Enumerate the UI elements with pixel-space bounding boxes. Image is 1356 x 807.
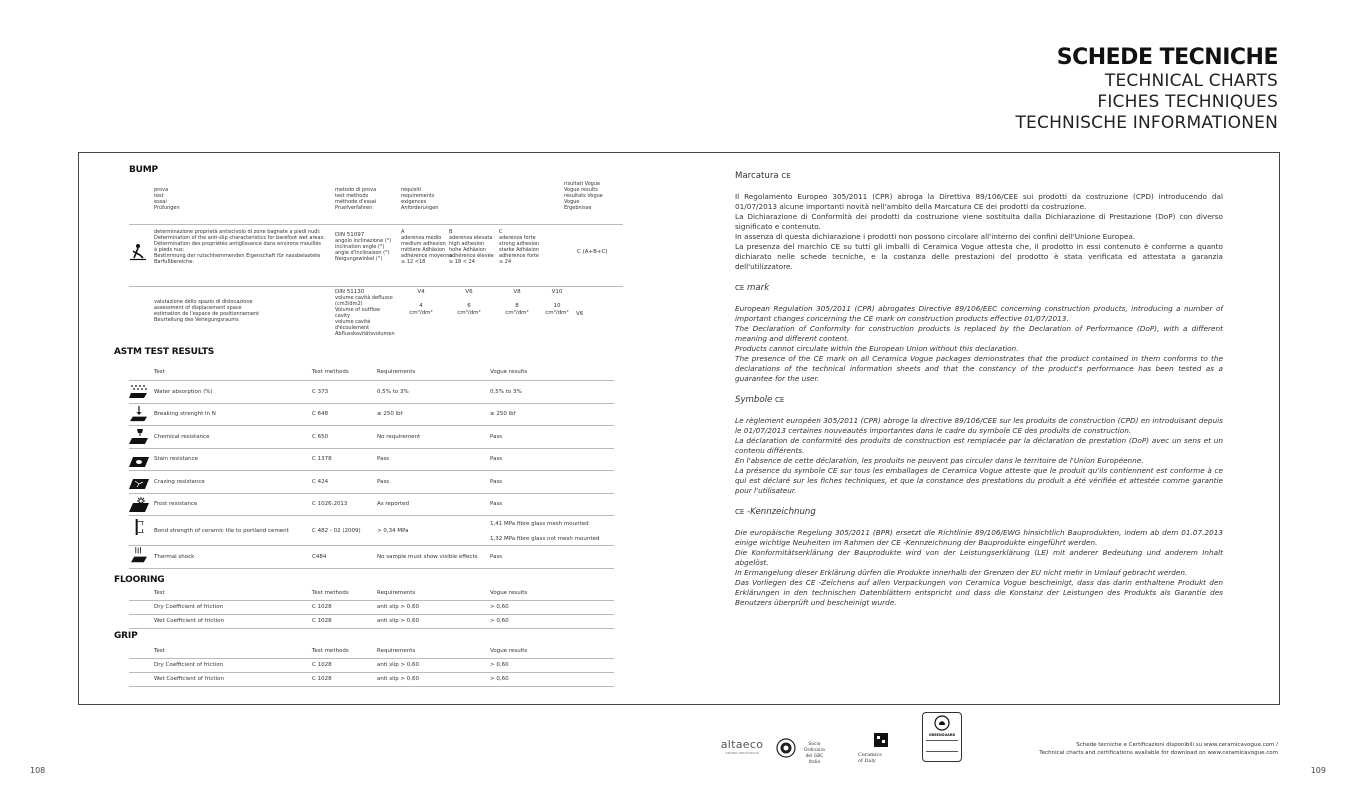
en-line: The presence of the CE mark on all Ceramica Vogue packages demonstrates that the product contained in them conforms to the declarations of the technical information sheets and that the constancy of the product's performance has been tested as a guarantee for the user.	[735, 354, 1223, 383]
footer-note	[1039, 741, 1278, 757]
table-row	[129, 449, 614, 472]
bump-row2-method-std: DIN 51130	[335, 289, 365, 295]
grip-header-row	[129, 645, 614, 659]
fr-line: La présence du symbole CE sur tous les emballages de Ceramica Vogue atteste que le produit qu'ils contiennent est conforme à ce qui est déclaré sur les fiches techniques, et que la constance des prestations du produit a été vérifiée et attestée comme garantie pour l'utilisateur.	[735, 466, 1223, 495]
v-unit: cm³/dm²	[505, 310, 529, 316]
gbc-text-1: Socio Ordinario	[804, 742, 825, 753]
bump-row1-test-it: determinazione proprietà antiscivolo di zone bagnate a piedi nudi:	[154, 229, 321, 235]
v4-cell	[406, 289, 436, 317]
bump-row1-test-de2: Barfußbereiche:	[154, 259, 194, 265]
grade-line: aderenza elevata	[449, 235, 493, 241]
bump-head-req	[401, 187, 438, 211]
page-title: SCHEDE TECNICHE	[1056, 45, 1278, 70]
en-line: Products cannot circulate within the European Union without this declaration.	[735, 344, 1019, 353]
col-results: Vogue results	[490, 368, 528, 375]
col-results: Vogue results	[490, 648, 528, 654]
it-line: In assenza di questa dichiarazione i prodotti non possono circolare all'interno dei confini dell'Unione Europea.	[735, 232, 1136, 241]
bump-row2-test-fr: estimation de l'espace de positionnement	[154, 311, 260, 317]
table-row-thermal	[129, 546, 614, 569]
bump-title: BUMP	[129, 165, 158, 175]
cell-res: Pass	[490, 501, 503, 508]
bump-head-test	[154, 187, 180, 211]
bump-row1-method-it: angolo inclinazione (°)	[335, 238, 392, 244]
grade-line: adhérence forte	[499, 253, 539, 259]
flooring-header-row	[129, 587, 614, 601]
ce-mark-icon: CE	[781, 172, 791, 180]
v-value: 8	[515, 303, 519, 309]
fr-line: La déclaration de conformité des produits de construction est remplacée par la déclaration de prestation (DoP) avec un sens et un contenu différents.	[735, 436, 1223, 455]
cell-res: > 0,60	[490, 604, 509, 610]
grip-title: GRIP	[114, 630, 138, 641]
col-methods: Test methods	[312, 648, 349, 654]
cell-test: Breaking strenght in N	[154, 411, 216, 418]
cell-req: No requirement	[377, 433, 421, 440]
cell-res: Pass	[490, 553, 503, 560]
grip-table	[129, 645, 614, 687]
fr-heading	[735, 395, 1223, 405]
cell-method: C 424	[312, 478, 329, 485]
bump-head-res-4: Vogue	[564, 199, 580, 205]
de-paragraph	[735, 528, 1223, 608]
it-heading-text: Marcatura	[735, 171, 779, 181]
title-en: TECHNICAL CHARTS	[1104, 71, 1278, 91]
cell-req: ≥ 250 lbf	[377, 411, 403, 418]
it-line: La Dichiarazione di Conformità dei prodotti da costruzione viene sostituita dalla Dichiarazione di Prestazione (DoP) con diverso significato e contenuto.	[735, 212, 1223, 231]
bond-strength-icon	[131, 519, 151, 535]
title-de: TECHNISCHE INFORMATIONEN	[1015, 113, 1278, 133]
barefoot-slip-icon	[129, 243, 147, 261]
col-test: Test	[154, 590, 165, 596]
content-frame	[78, 152, 1280, 705]
table-row	[129, 426, 614, 449]
bump-row2-result: V6	[576, 311, 584, 317]
cell-test: Water absorption (%)	[154, 388, 213, 395]
greenguard-icon	[934, 715, 950, 731]
grade-line: ≥ 18 < 24	[449, 259, 475, 265]
bump-row2-method-line: volume cavità deflusso	[335, 295, 393, 301]
col-methods: Test methods	[312, 590, 349, 596]
ceramics-of-italy-text: Ceramics of Italy	[858, 752, 882, 764]
de-line: In Ermangelung dieser Erklärung dürfen die Produkte innerhalb der Grenzen der EU nicht mehr in Umlauf gebracht werden.	[735, 568, 1188, 577]
cell-method: C 1026:2013	[312, 501, 348, 508]
v-value: 10	[553, 303, 561, 309]
bump-head-res	[564, 181, 603, 211]
grade-line: mittlere Adhäsion	[401, 247, 446, 253]
col-test: Test	[154, 368, 165, 375]
ceramics-of-italy-icon	[871, 730, 891, 750]
bump-row1-method-std: DIN 51097	[335, 232, 365, 238]
grade-line: strong adhesion	[499, 241, 540, 247]
bump-grade-a	[401, 229, 452, 265]
de-heading-text: -Kennzeichnung	[747, 507, 816, 517]
bump-row1-test-en: Determination of the anti-slip characteristics for barefoot wet areas:	[154, 235, 325, 241]
grade-line: starke Adhäsion	[499, 247, 540, 253]
bump-head-method-en: test methods	[335, 193, 369, 199]
cell-test: Wet Coefficient of friction	[154, 676, 224, 682]
ce-marking-text	[735, 171, 1223, 619]
cell-res-mesh: 1,41 MPa fibre glass mesh mounted	[490, 521, 589, 528]
cell-req: Pass	[377, 456, 390, 463]
bump-row2-method-line: d'écoulement	[335, 325, 370, 331]
altaeco-sub: GRUPPO INDUSTRIALE	[725, 751, 759, 755]
table-row	[129, 659, 614, 673]
bump-head-test-fr: essai	[154, 199, 167, 205]
grade-line: aderenza medio	[401, 235, 442, 241]
col-methods: Test methods	[312, 368, 349, 375]
cell-res: > 0,60	[490, 676, 509, 682]
col-test: Test	[154, 648, 165, 654]
table-row	[129, 471, 614, 494]
cell-method: C 1028	[312, 618, 332, 624]
ce-mark-icon: CE	[735, 508, 745, 516]
page-number-right: 109	[1310, 766, 1326, 775]
en-line: European Regulation 305/2011 (CPR) abrogates Directive 89/106/EEC concerning construction products, introducing a number of important changes concerning the CE mark on construction products effective 01/07/2013.	[735, 304, 1223, 323]
bump-head-test-en: test	[154, 193, 164, 199]
v-label: V10	[551, 289, 563, 295]
cell-test: Thermal shock	[154, 553, 195, 560]
crazing-resistance-icon	[129, 476, 149, 492]
table-row	[129, 601, 614, 615]
cell-method: C 1028	[312, 662, 332, 668]
table-row-bond	[129, 516, 614, 546]
en-paragraph	[735, 304, 1223, 384]
bump-row1-result: C (A+B+C)	[577, 249, 608, 255]
grade-line: aderenza forte	[499, 235, 536, 241]
cell-req: anti slip > 0,60	[377, 676, 420, 682]
fr-heading-text: Symbole	[735, 395, 773, 405]
grade-line: high adhesion	[449, 241, 485, 247]
grade-label: A	[401, 229, 405, 235]
col-requirements: Requirements	[377, 590, 416, 596]
bump-row1-method	[335, 232, 391, 262]
cell-method: C 650	[312, 433, 329, 440]
cell-test: Wet Coefficient of friction	[154, 618, 224, 624]
en-line: The Declaration of Conformity for construction products is replaced by the Declaration of Performance (DoP), with a different meaning and different content.	[735, 324, 1223, 343]
cell-res: > 0,60	[490, 618, 509, 624]
stain-resistance-icon	[129, 454, 149, 470]
cell-test: Dry Coefficient of friction	[154, 604, 224, 610]
bump-row-barefoot	[129, 225, 629, 287]
de-line: Die Konformitätserklärung der Bauprodukte wird von der Leistungserklärung (LE) mit anderer Bedeutung und anderem Inhalt abgelöst.	[735, 548, 1223, 567]
cell-res: Pass	[490, 456, 503, 463]
greenguard-logo	[922, 712, 962, 762]
bump-row-displacement	[129, 287, 629, 345]
grade-label: B	[449, 229, 453, 235]
v-label: V8	[513, 289, 521, 295]
bump-row2-test	[154, 299, 259, 323]
de-line: Das Vorliegen des CE -Zeichens auf allen Verpackungen von Ceramica Vogue bescheinigt, dass das darin enthaltene Produkt den Erklärungen in den technischen Datenblättern entspricht und dass die Konstanz der Leistungen des Produkts als Garantie des Benutzers überprüft und bescheinigt wurde.	[735, 578, 1223, 607]
cell-test: Dry Coefficient of friction	[154, 662, 224, 668]
it-heading	[735, 171, 1223, 181]
cell-res: 0,5% to 3%	[490, 388, 522, 395]
cell-req: 0,5% to 3%	[377, 388, 409, 395]
cell-req: anti slip > 0,60	[377, 618, 420, 624]
bump-row1-test-de: Bestimmung der rutschhemmenden Eigenschaft für nassbelastete	[154, 253, 321, 259]
bump-row1-method-fr: angle d'inclinaison (°)	[335, 250, 390, 256]
grade-line: adhérence élevée	[449, 253, 494, 259]
col-requirements: Requirements	[377, 648, 416, 654]
bump-row2-test-de: Beurteilung des Verlegungsraums	[154, 317, 239, 323]
cell-res: > 0,60	[490, 662, 509, 668]
bump-row2-method-line: Volume of outflow	[335, 307, 381, 313]
bump-head-res-3: résultats Vogue	[564, 193, 603, 199]
altaeco-logo	[716, 739, 768, 755]
bump-row2-test-en: assessment of displacement space	[154, 305, 242, 311]
grade-label: C	[499, 229, 503, 235]
astm-header-row	[129, 363, 614, 381]
table-row	[129, 615, 614, 629]
table-row	[129, 404, 614, 427]
greenguard-text: GREENGUARD	[928, 733, 956, 737]
bump-head-req-de: Anforderungen	[401, 205, 439, 211]
cell-req: anti slip > 0,60	[377, 604, 420, 610]
cell-req: anti slip > 0,60	[377, 662, 420, 668]
gbc-logo-icon	[776, 738, 796, 758]
bump-row2-method-line: volume cavité	[335, 319, 371, 325]
bump-row1-test-fr2: à pieds nus:	[154, 247, 185, 253]
bump-row1-test-fr: Détermination des propriétés antiglissance dans environs mouillés	[154, 241, 322, 247]
page-header	[1015, 44, 1278, 134]
footer-note-en: Technical charts and certifications available for download on www.ceramicavogue.com	[1039, 750, 1278, 756]
bump-row2-method-line: cavity	[335, 313, 351, 319]
v6-cell	[454, 289, 484, 317]
de-heading	[735, 507, 1223, 517]
it-paragraph	[735, 192, 1223, 272]
v-unit: cm³/dm²	[545, 310, 569, 316]
bump-head-test-de: Prüfungen	[154, 205, 180, 211]
bump-grade-b	[449, 229, 494, 265]
en-heading	[735, 283, 1223, 293]
gbc-text	[804, 742, 825, 766]
cell-method: C 648	[312, 411, 329, 418]
bump-head-req-it: requisiti	[401, 187, 422, 193]
bump-row2-method-line: (cm3/dm2)	[335, 301, 363, 307]
flooring-title: FLOORING	[114, 574, 165, 585]
bump-row2-method	[335, 289, 395, 337]
grade-line: ≥ 12 <18	[401, 259, 426, 265]
fr-line: Le règlement européen 305/2011 (CPR) abroge la directive 89/106/CEE sur les produits de construction (CPD) en introduisant depuis le 01/07/2013 certaines nouveautés importantes dans le cadre du symbole CE des produits de construction.	[735, 416, 1223, 435]
v-label: V4	[417, 289, 425, 295]
astm-table	[129, 363, 614, 569]
en-heading-text: mark	[747, 283, 770, 293]
bump-head-req-en: requirements	[401, 193, 435, 199]
breaking-strength-icon	[129, 406, 149, 422]
bump-grade-c	[499, 229, 539, 265]
v-value: 4	[419, 303, 423, 309]
ce-mark-icon: CE	[735, 284, 745, 292]
chemical-resistance-icon	[129, 429, 149, 445]
astm-title: ASTM TEST RESULTS	[114, 347, 215, 357]
cell-method: C 1378	[312, 456, 332, 463]
bump-head-req-fr: exigences	[401, 199, 427, 205]
cell-test: Chemical resistance	[154, 433, 210, 440]
cell-method: C 1028	[312, 604, 332, 610]
cell-res: ≥ 250 lbf	[490, 411, 516, 418]
frost-resistance-icon	[129, 497, 149, 513]
cell-res: Pass	[490, 433, 503, 440]
fr-paragraph	[735, 416, 1223, 496]
bump-row1-method-en: inclination angle (°)	[335, 244, 385, 250]
col-results: Vogue results	[490, 590, 528, 596]
bump-head-res-2: Vogue results	[564, 187, 598, 193]
v-unit: cm³/dm²	[457, 310, 481, 316]
cell-method: C 373	[312, 388, 329, 395]
cell-method: C 482 - 02 (2009)	[312, 527, 361, 534]
de-line: Die europäische Regelung 305/2011 (BPR) ersetzt die Richtlinie 89/106/EWG hinsichtlich Bauprodukten, indem ab dem 01.07.2013 einige wichtige Neuheiten im Rahmen der CE -Kennzeichnung der Bauprodukte eingeführt werden.	[735, 528, 1223, 547]
greenguard-fineprint	[926, 740, 958, 752]
page-number-left: 108	[30, 766, 46, 775]
bump-head-method-fr: méthode d'essai	[335, 199, 377, 205]
bump-head-method	[335, 187, 376, 211]
cell-req: > 0,34 MPa	[377, 527, 409, 534]
bump-head-res-1: risultati Vogue	[564, 181, 601, 187]
table-row	[129, 673, 614, 687]
bump-row1-test	[154, 229, 325, 265]
fr-line: En l'absence de cette déclaration, les produits ne peuvent pas circuler dans le territoire de l'Union Européenne.	[735, 456, 1144, 465]
bump-head-res-5: Ergebnisse	[564, 205, 592, 211]
water-absorption-icon	[129, 384, 149, 400]
cell-test: Frost resistance	[154, 501, 198, 508]
cell-req: Pass	[377, 478, 390, 485]
ce-mark-icon: CE	[775, 396, 785, 404]
cell-method: C484	[312, 553, 327, 560]
footer-note-it: Schede tecniche e Certificazioni disponibili su www.ceramicavogue.com /	[1076, 742, 1278, 748]
technical-tables	[114, 165, 629, 687]
cell-res: Pass	[490, 478, 503, 485]
cell-test: Stain resistance	[154, 456, 198, 463]
grade-line: ≥ 24	[499, 259, 512, 265]
v-unit: cm³/dm²	[409, 310, 433, 316]
grade-line: hohe Adhäsion	[449, 247, 487, 253]
cell-test: Bond strength of ceramic tile to portland cement	[154, 527, 289, 534]
table-row	[129, 494, 614, 517]
v8-cell	[502, 289, 532, 317]
bump-head-method-de: Pruefverfahren	[335, 205, 373, 211]
gbc-text-2: del GBC Italia	[805, 754, 824, 765]
grade-line: medium adhesion	[401, 241, 446, 247]
v10-cell	[542, 289, 572, 317]
col-requirements: Requirements	[377, 368, 416, 375]
bump-head-test-it: prova	[154, 187, 169, 193]
bump-row2-method-line: Abflusskavitätsvolumen	[335, 331, 395, 337]
bump-head-method-it: metodo di prova	[335, 187, 377, 193]
v-value: 6	[467, 303, 471, 309]
bump-header	[129, 181, 629, 225]
bump-row1-method-de: Neigungswinkel (°)	[335, 256, 383, 262]
title-fr: FICHES TECHNIQUES	[1097, 92, 1278, 112]
bump-row2-test-it: valutazione dello spazio di dislocazione	[154, 299, 253, 305]
altaeco-wordmark: altaeco	[720, 738, 764, 751]
thermal-shock-icon	[129, 547, 149, 563]
cell-test: Crazing resistance	[154, 478, 205, 485]
cell-method: C 1028	[312, 676, 332, 682]
cell-req: As reported	[377, 501, 410, 508]
grade-line: adhérence moyenne	[401, 253, 453, 259]
cell-res-no-mesh: 1,32 MPa fibre glass not mesh mounted	[490, 536, 600, 543]
v-label: V6	[465, 289, 473, 295]
it-line: La presenza del marchio CE su tutti gli imballi di Ceramica Vogue attesta che, il prodotto in essi contenuto è conforme a quanto dichiarato nelle schede tecniche, e la costanza delle prestazioni del prodotto è stata verificata ed attestata a garanzia dell'utilizzatore.	[735, 242, 1223, 271]
it-line: Il Regolamento Europeo 305/2011 (CPR) abroga la Direttiva 89/106/CEE sui prodotti da costruzione (CPD) introducendo dal 01/07/2013 alcune importanti novità nell'ambito della Marcatura CE dei prodotti da costruzione.	[735, 192, 1223, 211]
flooring-table	[129, 587, 614, 629]
cell-req: No sample must show visible effects	[377, 553, 478, 560]
table-row	[129, 381, 614, 404]
